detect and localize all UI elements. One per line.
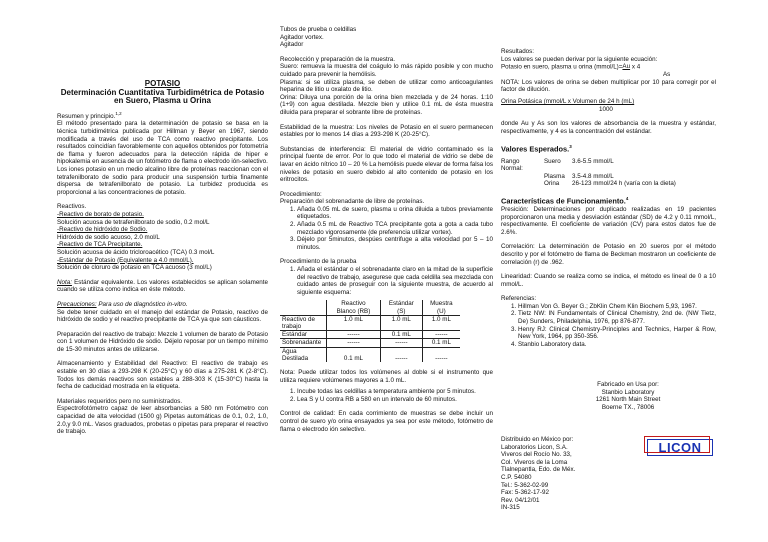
reagents-list bbox=[57, 211, 268, 272]
reagent-line: Solución acuosa de ácido tricloroacético (TCA) 0.3 mol/L bbox=[57, 248, 215, 256]
table-row: Orina 26-123 mmol/24 h (varía con la dieta) bbox=[544, 180, 676, 188]
reagent-line: Hidróxido de sodio acuoso, 2.0 mol/L bbox=[57, 233, 160, 241]
table-header: Reactivo bbox=[327, 300, 381, 307]
normal-ranges-table bbox=[501, 158, 679, 188]
precautions: Precauciones: Para uso de diagnóstico in-vitro. bbox=[57, 300, 188, 308]
column-middle bbox=[280, 26, 493, 433]
table-row: Agua Destilada 0.1 mL ------ ------ bbox=[280, 347, 460, 362]
formula-explanation: donde Au y As son los valores de absorbancia de la muestra y estándar, respectivamente, y 4 es la concentración del estándar. bbox=[501, 120, 716, 135]
reference-item: 3. Henry RJ: Clinical Chemistry-Principles and Technics, Harper & Row, New York, 1964, pp 350-356. bbox=[518, 326, 716, 341]
reference-item: 4. Stanbio Laboratory data. bbox=[518, 341, 716, 349]
reference-item: 1. Hillman Von G. Beyer G.; ZbKlin Chem Klin Biochem 5,93, 1967. bbox=[518, 303, 716, 311]
sample-heading: Recolección y preparación de la muestra. bbox=[280, 55, 395, 63]
linearity-paragraph: Linearidad: Cuando se realiza como se indica, el método es lineal de 0 a 10 mmol/L. bbox=[501, 273, 716, 288]
procedure-step: 3. Déjelo por 5minutos, despúes centrifuge a alta velocidad por 5 – 10 minutos. bbox=[297, 236, 493, 251]
equipment-item: Agitador bbox=[280, 41, 304, 49]
correlation-paragraph: Correlación: La determinación de Potasio en 20 sueros por el método descrito y por el fotómetro de flama de Beckman mostraron un coeficiente de correlación (r) de .962. bbox=[501, 243, 716, 266]
urine-paragraph: Orina: Diluya una porción de la orina bien mezclada y de 24 horas. 1:10 (1+9) con agua destilada. Mezcle bien y utilice 0.1 mL de ésta muestra diluida para preparar el sobrante libre de proteínas. bbox=[280, 93, 493, 116]
references-heading: Referencias: bbox=[501, 295, 537, 303]
pipetting-table bbox=[280, 300, 460, 362]
procedure-steps bbox=[280, 206, 493, 252]
results-intro: Los valores se pueden derivar por la siguiente ecuación: bbox=[501, 55, 658, 63]
volume-note: Nota: Puede utilizar todos los volúmenes al doble si el instrumento que utiliza requiere volúmenes mayores a 1.0 mL. bbox=[280, 369, 493, 384]
procedure-heading: Procedimiento: bbox=[280, 190, 322, 198]
performance-heading: Características de Funcionamiento.$^4$ bbox=[501, 196, 629, 206]
storage-stability: Almacenamiento y Estabilidad del Reactivo: El reactivo de trabajo es estable en 30 días a 293-298 K (20-25°C) y 60 días a 275-281 K (2-8°C). Todos los demás reactivos son estables a 288-303 K (15-30°C) hasta la fecha de caducidad mostrada en la etiqueta. bbox=[57, 360, 268, 391]
results-formula: Potasio en suero, plasma u orina (mmol/L)= Au x 4 bbox=[501, 63, 641, 71]
reagent-line: Solución acuosa de tetrafenilborato de sodio, 0.2 mol/L bbox=[57, 218, 210, 226]
materials-heading: Materiales requeridos pero no suministrados. bbox=[57, 397, 183, 405]
table-row: Rango Normal: Suero 3.6-5.5 mmol/L bbox=[501, 157, 614, 173]
quality-control: Control de calidad: En cada corrimiento de muestras se debe incluir un control de suero y/o orina ensayados ya sea por este método, fotómetro de flama o electrodo ión selectivo. bbox=[280, 410, 493, 433]
procedure-step: 1. Añada 0.05 mL de suero, plasma u orina diluida a tubos previamente etiquetados. bbox=[297, 206, 493, 221]
reading-steps bbox=[280, 388, 493, 403]
procedure-subheading: Preparación del sobrenadante de libre de proteínas. bbox=[280, 198, 425, 206]
urine-formula: Orina Potásica (mmol/L x Volumen de 24 h (mL) bbox=[501, 98, 635, 106]
table-row: Sobrenadante ------ ------ 0.1 mL bbox=[280, 339, 460, 347]
summary-paragraph-1: El método presentado para la determinación de potasio se basa en la técnica turbidimétrica publicada por Hillman y Beyer en 1967, siendo modificada a través del uso de TCA como reactivo precipitante. Los resultados coincidían favorablemente con aquellos obtenidos por fotometría de flama y fueron adecuados para la detección rápida de hiper e hipokalemia en ausencia de un fotómetro de flama o electrodo ión-selectivo. bbox=[57, 120, 268, 166]
reagent-line: Solución de cloruro de potasio en TCA acuoso (3 mol/L) bbox=[57, 264, 212, 272]
manufacturer-block: Fabricado en Usa por: Stanbio Laboratory 1261 North Main Street Boerne TX., 78006 bbox=[595, 381, 661, 411]
summary-heading: Resumen y principio.$^{1,2}$ bbox=[57, 110, 122, 120]
working-reagent-prep: Preparación del reactivo de trabajo: Mezcle 1 volumen de barato de Potasio con 1 volumen de Hidróxido de sodio. Déjelo reposar por un tiempo mínimo de 15-30 minutos antes de utilizarse. bbox=[57, 330, 268, 353]
interference-paragraph: Substancias de interferencia: El material de vidrio contaminado es la principal fuente de error. Por lo que todo el material de vidrio se debe de lavar en ácido nítrico 10 – 20 % La hemólisis puede elevar de forma falsa los niveles de potasio en suero debido al alto contenido de potasio en los eritrocitos. bbox=[280, 145, 493, 184]
test-procedure-heading: Procedimiento de la prueba bbox=[280, 258, 357, 266]
table-row: Reactivo de trabajo 1.0 mL 1.0 mL 1.0 mL bbox=[280, 315, 460, 330]
column-left bbox=[57, 80, 268, 436]
equipment-item: Tubos de prueba o celdillas bbox=[280, 26, 357, 33]
urine-note: NOTA: Los valores de orina se deben multiplicar por 10 para corregir por el factor de dilución. bbox=[501, 78, 716, 94]
formula-denominator: As bbox=[663, 71, 671, 79]
table-header: Estándar bbox=[380, 300, 422, 307]
equipment-item: Agitador vortex. bbox=[280, 33, 324, 41]
urine-formula-denominator: 1000 bbox=[599, 105, 613, 113]
test-procedure-steps bbox=[280, 266, 493, 296]
precision-paragraph: Presición: Determinaciones por duplicado realizadas en 19 pacientes proporcionaron una media y desviación estándar (SD) de 4.2 y 0.11 mmol/L, respectivamente. El coeficiente de variación (CV) para estos datos fue de 2.6%. bbox=[501, 205, 716, 236]
table-subheader: (U) bbox=[422, 308, 460, 316]
expected-values-heading: Valores Esperados.$^3$ bbox=[501, 144, 572, 154]
reading-step: 1. Incube todas las celdillas a temperatura ambiente por 5 minutos. bbox=[297, 388, 493, 396]
column-right bbox=[501, 48, 716, 348]
document-subtitle: Determinación Cuantitativa Turbidimétrica de Potasio en Suero, Plasma u Orina bbox=[60, 87, 265, 106]
procedure-step: 2. Añada 0.5 mL de Reactivo TCA precipitante gota a gota a cada tubo mezclado vigorosamente (de preferencia utilizar vortex). bbox=[297, 221, 493, 236]
distributor-block: Distribuido en México por: Laboratorios Licon, S.A. Viveros del Rocío No. 33, Col. Viveros de la Loma Tlalnepantla, Edo. de Méx. C.P. 54080 Tel.: 5-362-02-99 Fax: 5-362-17-92 Rev. 04/12/01 IN-315 bbox=[501, 436, 576, 512]
test-procedure-step: 1. Añada el estándar o el sobrenadante claro en la mitad de la superficie del reactivo de trabajo, asegurese que cada celdilla sea mezclada con cuidado antes de proseguir con la siguiente muestra, de acuerdo al siguiente esquema: bbox=[297, 266, 493, 296]
materials-paragraph: Espectrofotómetro capaz de leer absorbancias a 580 nm Fotómetro con capacidad de alta velocidad (1500 g) Pipetas automáticas de 0.1, 0.2, 1.0, 2.0,y 9.0 mL. Vasos graduados, probetas o pipetas para preparar el reactivo de trabajo. bbox=[57, 405, 268, 436]
reading-step: 2. Lea S y U contra RB a 580 en un intervalo de 60 minutos. bbox=[297, 396, 493, 404]
table-subheader: (S) bbox=[380, 308, 422, 316]
summary-paragraph-2: Los iones potasio en un medio alcalino libre de proteínas reaccionan con el tetrafenilborato de sodio para producir una suspensión turbia finamente dispersa de tetrafenilborato de potasio. La turbidez producida es proporcional a las concentraciones de potasio. bbox=[57, 166, 268, 196]
document-title: POTASIO bbox=[144, 79, 181, 88]
table-row: Estándar ------ 0.1 mL ------ bbox=[280, 331, 460, 339]
standard-note: Nota: Estándar equivalente. Los valores establecidos se aplican solamente cuando se utiliza como indica en éste método. bbox=[57, 278, 268, 294]
plasma-paragraph: Plasma: si se utiliza plasma, se deben de utilizar como anticoagulantes heparina de litio u oxalato de litio. bbox=[280, 78, 493, 94]
reference-item: 2. Tietz NW: IN Fundamentals of Clinical Chemistry, 2nd de. (NW Tietz, De) Sunders, Philadelphia, 1976, pp 876-877. bbox=[518, 310, 716, 325]
reagent-line: -Estándar de Potasio (Equivalente a 4.0 mmol/L). bbox=[57, 256, 194, 264]
reagent-line: -Reactivo de borato de potasio. bbox=[57, 210, 144, 218]
precautions-detail: Se debe tener cuidado en el manejo del estándar de Potasio, reactivo de hidróxido de sodio y el reactivo precipitante de TCA ya que son cáusticos. bbox=[57, 308, 268, 324]
table-subheader: Blanco (RB) bbox=[327, 308, 381, 316]
table-header: Muestra bbox=[422, 300, 460, 307]
reagents-heading: Reactivos. bbox=[57, 203, 87, 211]
reagent-line: -Reactivo de TCA Precipitante. bbox=[57, 241, 143, 249]
table-header-empty bbox=[280, 300, 327, 307]
sample-stability: Estabilidad de la muestra: Los niveles de Potasio en el suero permanecen estables por lo menos 14 días a 293-298 K (20-25°C). bbox=[280, 123, 493, 139]
results-heading: Resultados: bbox=[501, 48, 535, 55]
reagent-line: -Reactivo de hidróxido de Sodio. bbox=[57, 226, 148, 234]
references-list bbox=[501, 303, 716, 349]
licon-logo: LICON bbox=[647, 439, 713, 456]
table-row: Plasma 3.5-4.8 mmol/L bbox=[544, 172, 614, 180]
serum-paragraph: Suero: remueva la muestra del coágulo lo más rápido posible y con mucho cuidado para prevenir la hemólisis. bbox=[280, 63, 493, 78]
